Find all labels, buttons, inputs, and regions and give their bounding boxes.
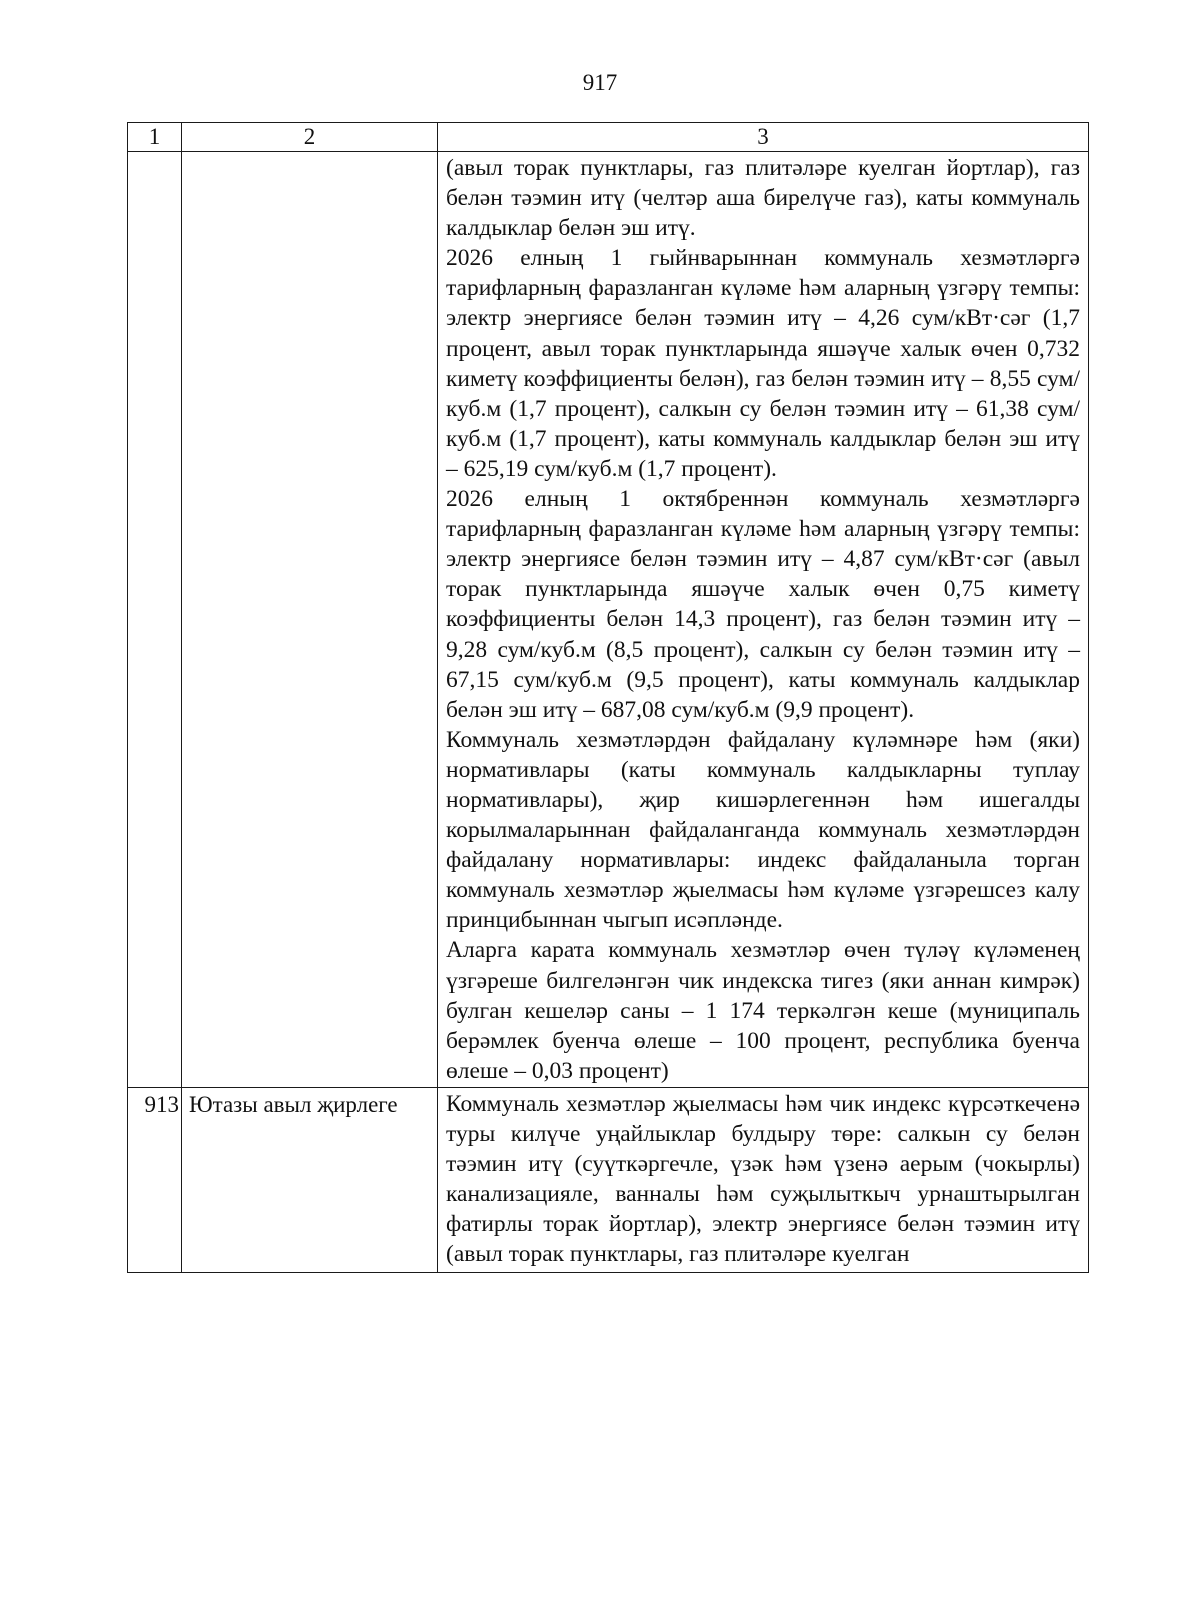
row-number-cell <box>128 152 182 1088</box>
table-row <box>128 152 1089 1088</box>
paragraph-amenities-type: Коммуналь хезмәтләр җыелмасы һәм чик индекс күрсәткеченә туры килүче уңайлыклар булдыру төре: салкын су белән тәэмин итү (суүткәргечле, үзәк һәм үзенә аерым (чокырлы) канализацияле, ванналы һәм суҗылыткыч урнаштырылган фатирлы торак йортлар), электр энергиясе белән тәэмин итү (авыл торак пунктлары, газ плитәләре куелган <box>446 1090 1080 1268</box>
paragraph-consumption-norms: Коммуналь хезмәтләрдән файдалану күләмнәре һәм (яки) нормативлары (каты коммуналь калдыкларны туплау нормативлары), җир кишәрлегеннән һәм ишегалды корылмаларыннан файдаланганда коммуналь хезмәтләрдән файдалану нормативлары: индекс файдаланыла торган коммуналь хезмәтләр җыелмасы һәм күләме үзгәрешсез калу принцибыннан чыгып исәпләнде. <box>446 726 1080 934</box>
settlement-name-cell: Ютазы авыл җирлеге <box>182 1087 438 1273</box>
column-header-2: 2 <box>182 123 438 152</box>
paragraph-gas-waste-continuation: (авыл торак пунктлары, газ плитәләре куелган йортлар), газ белән тәэмин итү (челтәр аша бирелүче газ), каты коммуналь калдыклар белән эш итү. <box>446 155 1080 242</box>
table-header-row <box>128 123 1089 152</box>
paragraph-affected-population: Аларга карата коммуналь хезмәтләр өчен түләү күләменең үзгәреше билгеләнгән чик индекска тигез (яки аннан кимрәк) булган кешеләр саны – 1 174 теркәлгән кеше (муниципаль берәмлек буенча өлеше – 100 процент, республика буенча өлеше – 0,03 процент) <box>446 937 1080 1084</box>
row-number-cell: 913 <box>128 1087 182 1273</box>
description-cell <box>438 152 1089 1088</box>
column-header-3: 3 <box>438 123 1089 152</box>
paragraph-tariffs-october-2026: 2026 елның 1 октябреннән коммуналь хезмәтләргә тарифларның фаразланган күләме һәм аларның үзгәрү темпы: электр энергиясе белән тәэмин итү – 4,87 сум/кВт·сәг (авыл торак пунктларында яшәүче халык өчен 0,75 киметү коэффициенты белән 14,3 процент), газ белән тәэмин итү – 9,28 сум/куб.м (8,5 процент), салкын су белән тәэмин итү – 67,15 сум/куб.м (9,5 процент), каты коммуналь калдыклар белән эш итү – 687,08 сум/куб.м (9,9 процент). <box>446 486 1080 723</box>
page-number: 917 <box>582 70 618 95</box>
table-row <box>128 1087 1089 1273</box>
municipal-tariff-table <box>127 122 1089 1273</box>
settlement-name-cell <box>182 152 438 1088</box>
column-header-1: 1 <box>128 123 182 152</box>
description-cell <box>438 1087 1089 1273</box>
paragraph-tariffs-january-2026: 2026 елның 1 гыйнварыннан коммуналь хезмәтләргә тарифларның фаразланган күләме һәм аларның үзгәрү темпы: электр энергиясе белән тәэмин итү – 4,26 сум/кВт·сәг (1,7 процент, авыл торак пунктларында яшәүче халык өчен 0,732 киметү коэффициенты белән), газ белән тәэмин итү – 8,55 сум/куб.м (1,7 процент), салкын су белән тәэмин итү – 61,38 сум/куб.м (1,7 процент), каты коммуналь калдыклар белән эш итү – 625,19 сум/куб.м (1,7 процент). <box>446 245 1080 482</box>
